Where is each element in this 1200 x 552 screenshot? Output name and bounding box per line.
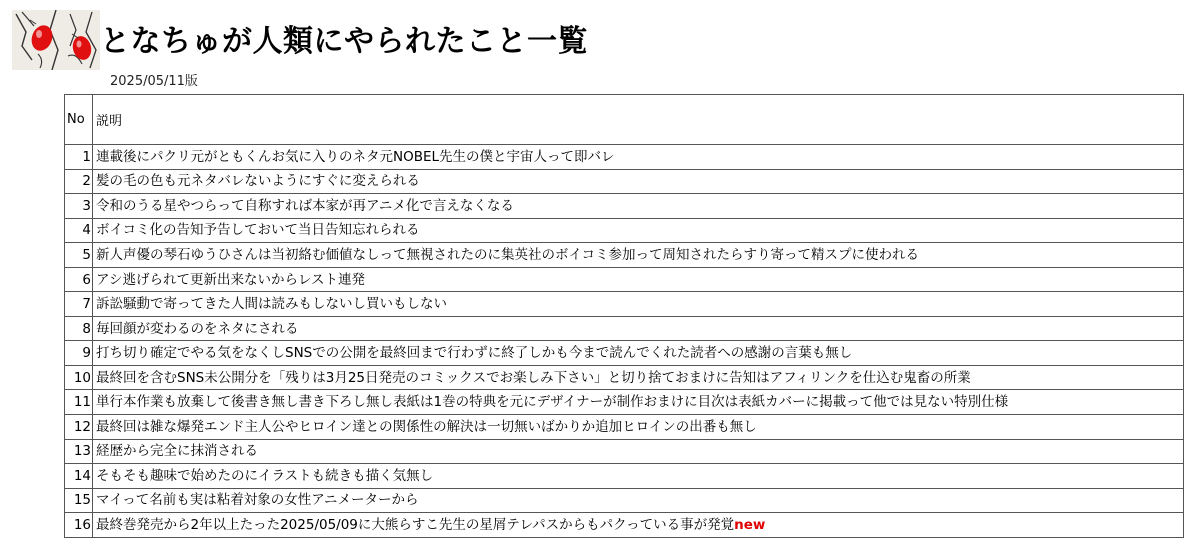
row-description [93, 316, 1184, 341]
table-row [65, 488, 1184, 513]
row-number: 5 [65, 243, 93, 268]
row-description [93, 341, 1184, 366]
row-description-text: ボイコミ化の告知予告しておいて当日告知忘れられる [96, 222, 420, 239]
row-description-text: マイって名前も実は粘着対象の女性アニメーターから [96, 492, 419, 509]
incident-table [64, 94, 1184, 538]
row-description-text: そもそも趣味で始めたのにイラストも続きも描く気無し [96, 467, 434, 484]
row-description [93, 415, 1184, 440]
row-description-text: アシ逃げられて更新出来ないからレスト連発 [96, 271, 366, 288]
table-row [65, 365, 1184, 390]
table-row [65, 243, 1184, 268]
row-number: 15 [65, 488, 93, 513]
row-description [93, 218, 1184, 243]
row-description-text: 単行本作業も放棄して後書き無し書き下ろし無し表紙は1巻の特典を元にデザイナーが制作おまけに目次は表紙カバーに掲載って他では見ない特別仕様 [96, 394, 1009, 411]
table-header-row [65, 95, 1184, 145]
row-number: 4 [65, 218, 93, 243]
row-description-text: 令和のうる星やつらって自称すれば本家が再アニメ化で言えなくなる [96, 197, 514, 214]
page-title: となちゅが人類にやられたこと一覧 [100, 24, 588, 59]
row-description-text: 最終回を含むSNS未公開分を「残りは3月25日発売のコミックスでお楽しみ下さい」と切り捨ておまけに告知はアフィリンクを仕込む鬼畜の所業 [96, 369, 971, 386]
illustration-icon [12, 10, 100, 70]
row-description [93, 390, 1184, 415]
row-description-text: 毎回顔が変わるのをネタにされる [96, 320, 299, 337]
table-row [65, 267, 1184, 292]
table-row [65, 390, 1184, 415]
row-number: 3 [65, 194, 93, 219]
table-row [65, 292, 1184, 317]
row-description [93, 169, 1184, 194]
row-number: 13 [65, 439, 93, 464]
row-number: 9 [65, 341, 93, 366]
table-row [65, 194, 1184, 219]
row-description-text: 打ち切り確定でやる気をなくしSNSでの公開を最終回まで行わずに終了しかも今まで読んでくれた読者への感謝の言葉も無し [96, 345, 853, 362]
table-body [65, 145, 1184, 538]
column-header-description: 説明 [93, 95, 1184, 145]
column-header-no: No [65, 95, 93, 145]
row-number: 16 [65, 513, 93, 538]
row-description [93, 464, 1184, 489]
row-description-text: 最終回は雑な爆発エンド主人公やヒロイン達との関係性の解決は一切無いばかりか追加ヒロインの出番も無し [96, 418, 757, 435]
row-description [93, 513, 1184, 538]
row-number: 12 [65, 415, 93, 440]
version-label: 2025/05/11版 [110, 74, 198, 89]
table-row [65, 145, 1184, 170]
row-description-text: 最終巻発売から2年以上たった2025/05/09に大熊らすこ先生の星屑テレパスからもパクっている事が発覚 [96, 516, 735, 533]
row-number: 7 [65, 292, 93, 317]
row-description [93, 365, 1184, 390]
row-description [93, 439, 1184, 464]
table-row [65, 316, 1184, 341]
row-description-text: 髪の毛の色も元ネタバレないようにすぐに変えられる [96, 173, 420, 190]
row-description [93, 194, 1184, 219]
row-number: 8 [65, 316, 93, 341]
new-badge: new [734, 516, 766, 533]
row-description-text: 経歴から完全に抹消される [96, 443, 258, 460]
table-row [65, 415, 1184, 440]
row-description-text: 新人声優の琴石ゆうひさんは当初絡む価値なしって無視されたのに集英社のボイコミ参加って周知されたらすり寄って精スプに使われる [96, 246, 919, 263]
table-row [65, 439, 1184, 464]
row-description-text: 連載後にパクリ元がともくんお気に入りのネタ元NOBEL先生の僕と宇宙人って即バレ [96, 148, 615, 165]
row-number: 1 [65, 145, 93, 170]
row-description-text: 訴訟騒動で寄ってきた人間は読みもしないし買いもしない [96, 296, 447, 313]
row-description [93, 488, 1184, 513]
row-number: 14 [65, 464, 93, 489]
row-description [93, 292, 1184, 317]
row-number: 10 [65, 365, 93, 390]
illustration-svg [12, 10, 100, 70]
table-row [65, 341, 1184, 366]
table-row [65, 513, 1184, 538]
row-number: 2 [65, 169, 93, 194]
row-description [93, 145, 1184, 170]
row-number: 11 [65, 390, 93, 415]
table-row [65, 218, 1184, 243]
table-row [65, 464, 1184, 489]
row-description [93, 267, 1184, 292]
table-row [65, 169, 1184, 194]
row-description [93, 243, 1184, 268]
row-number: 6 [65, 267, 93, 292]
